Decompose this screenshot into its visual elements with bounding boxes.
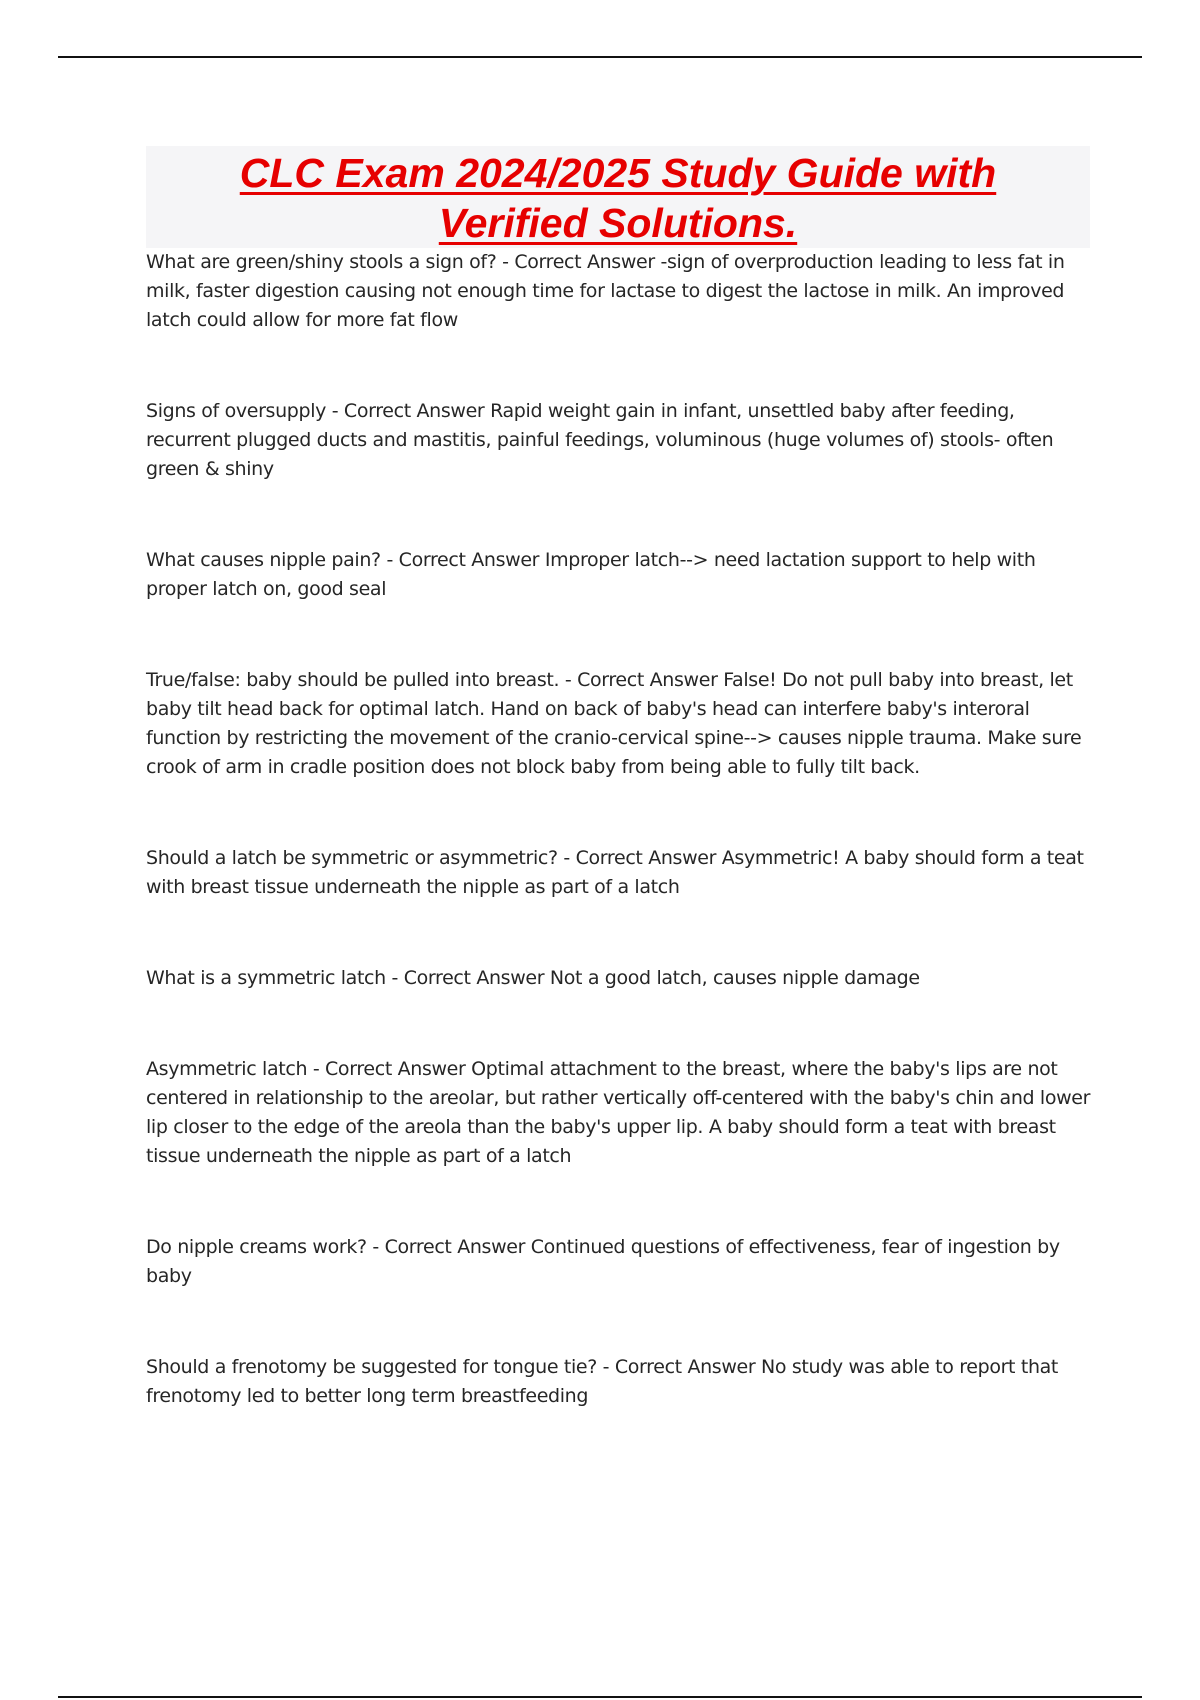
footer-rule [58, 1696, 1142, 1698]
qa-list [146, 248, 1096, 1473]
qa-item: Should a frenotomy be suggested for tongue tie? - Correct Answer No study was able to report that frenotomy led to better long term breastfeeding [146, 1356, 1059, 1407]
qa-item: What are green/shiny stools a sign of? - Correct Answer -sign of overproduction leading to less fat in milk, faster digestion causing not enough time for lactase to digest the lactose in milk. An improved latch could allow for more fat flow [146, 251, 1065, 331]
document-title [146, 146, 1090, 248]
qa-item: True/false: baby should be pulled into breast. - Correct Answer False! Do not pull baby into breast, let baby tilt head back for optimal latch. Hand on back of baby's head can interfere baby's interoral function by restricting the movement of the cranio-cervical spine--> causes nipple trauma. Make sure crook of arm in cradle position does not block baby from being able to fully tilt back. [146, 669, 1082, 778]
qa-item: What causes nipple pain? - Correct Answer Improper latch--> need lactation support to help with proper latch on, good seal [146, 549, 1036, 600]
qa-item: Asymmetric latch - Correct Answer Optimal attachment to the breast, where the baby's lips are not centered in relationship to the areolar, but rather vertically off-centered with the baby's chin and lower lip closer to the edge of the areola than the baby's upper lip. A baby should form a teat with breast tissue underneath the nipple as part of a latch [146, 1058, 1091, 1167]
qa-item: What is a symmetric latch - Correct Answer Not a good latch, causes nipple damage [146, 967, 920, 989]
title-banner [146, 146, 1090, 248]
title-line-2: Verified Solutions. [438, 200, 798, 246]
qa-item: Should a latch be symmetric or asymmetric? - Correct Answer Asymmetric! A baby should form a teat with breast tissue underneath the nipple as part of a latch [146, 847, 1084, 898]
qa-item: Do nipple creams work? - Correct Answer Continued questions of effectiveness, fear of ingestion by baby [146, 1236, 1060, 1287]
title-line-1: CLC Exam 2024/2025 Study Guide with [239, 150, 997, 196]
header-rule [58, 56, 1142, 58]
qa-item: Signs of oversupply - Correct Answer Rapid weight gain in infant, unsettled baby after feeding, recurrent plugged ducts and mastitis, painful feedings, voluminous (huge volumes of) stools- often green & shiny [146, 400, 1054, 480]
